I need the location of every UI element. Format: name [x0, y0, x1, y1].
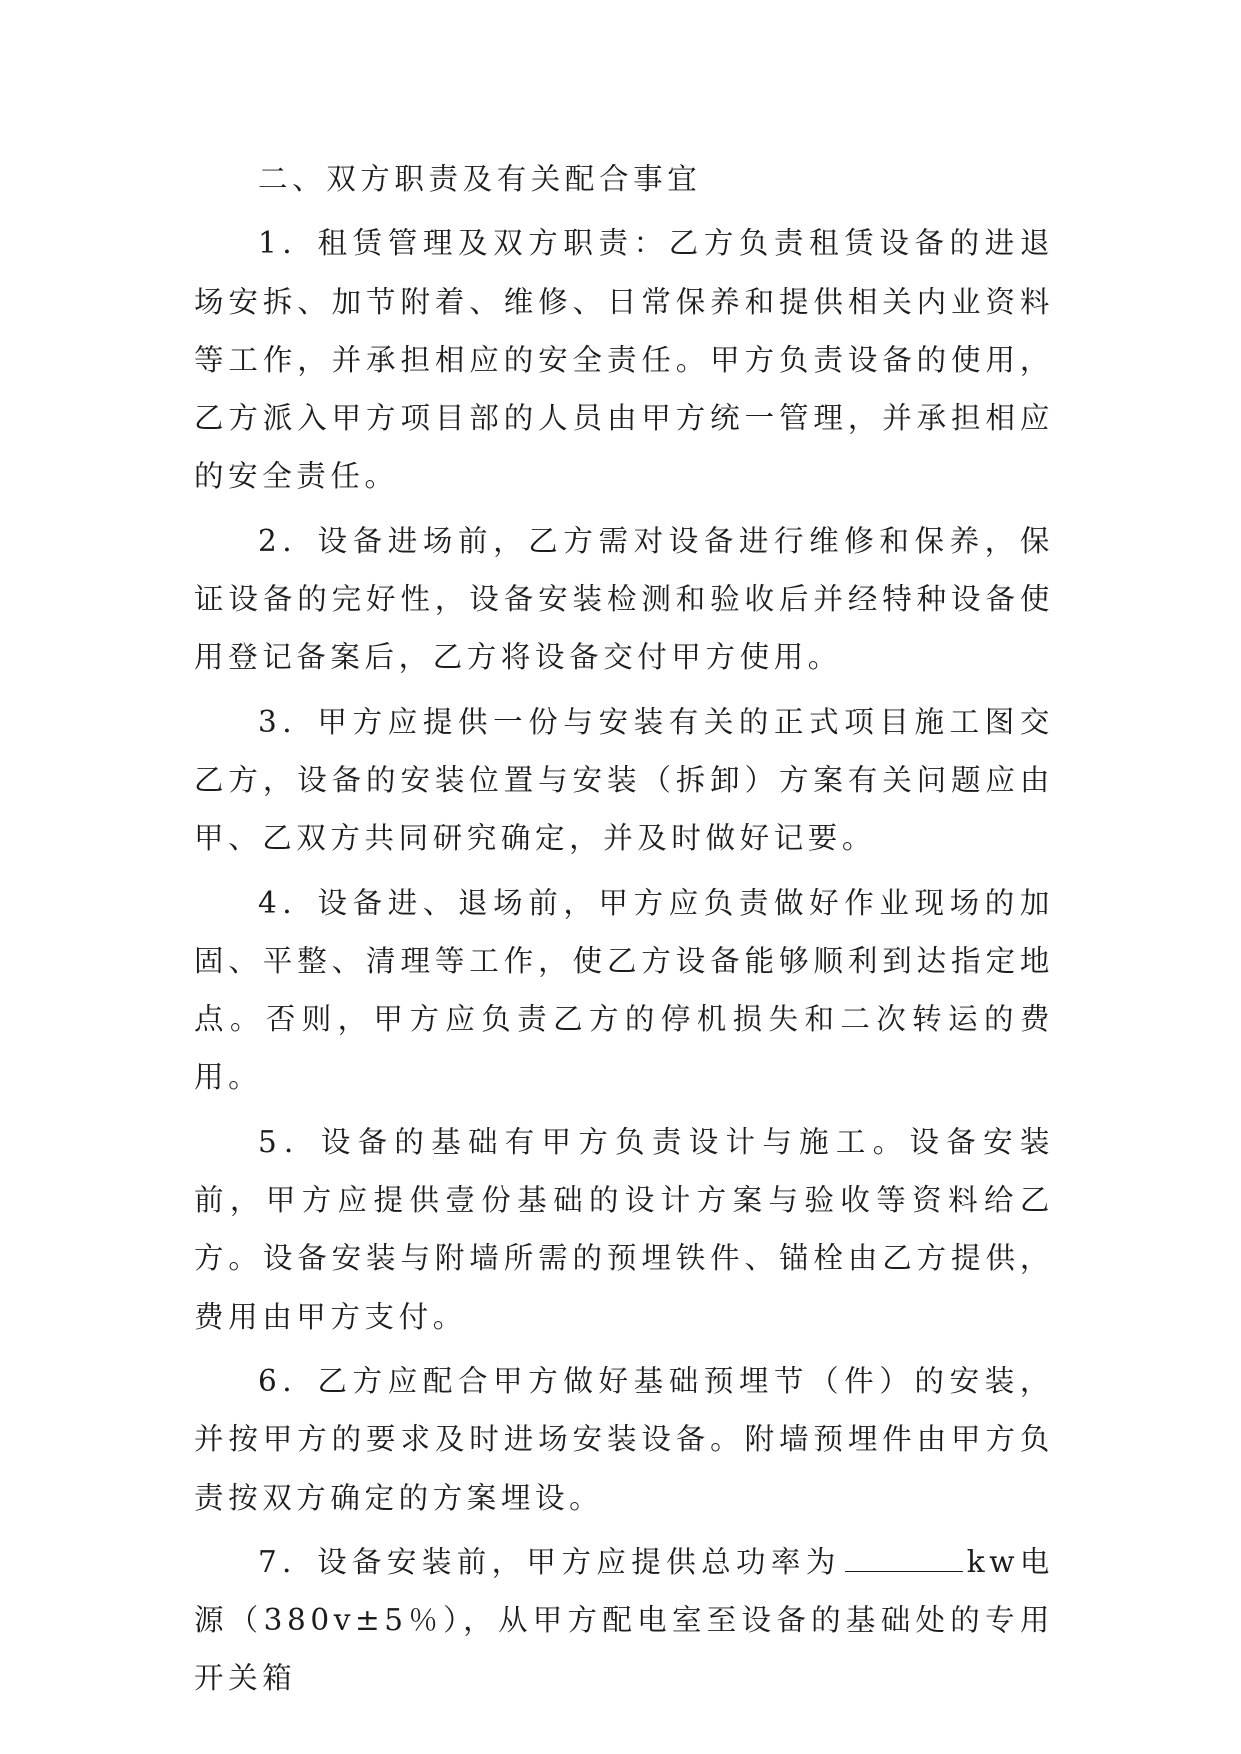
paragraph-2: 2．设备进场前，乙方需对设备进行维修和保养，保证设备的完好性，设备安装检测和验收后并经特种设备使用登记备案后，乙方将设备交付甲方使用。	[194, 523, 1054, 675]
paragraph-6: 6．乙方应配合甲方做好基础预埋节（件）的安装，并按甲方的要求及时进场安装设备。附墙预埋件由甲方负责按双方确定的方案埋设。	[194, 1363, 1054, 1515]
paragraph-5: 5．设备的基础有甲方负责设计与施工。设备安装前，甲方应提供壹份基础的设计方案与验收等资料给乙方。设备安装与附墙所需的预埋铁件、锚栓由乙方提供，费用由甲方支付。	[194, 1124, 1054, 1334]
paragraph-4: 4．设备进、退场前，甲方应负责做好作业现场的加固、平整、清理等工作，使乙方设备能够顺利到达指定地点。否则，甲方应负责乙方的停机损失和二次转运的费用。	[194, 885, 1054, 1095]
paragraph-3: 3．甲方应提供一份与安装有关的正式项目施工图交乙方，设备的安装位置与安装（拆卸）方案有关问题应由甲、乙双方共同研究确定，并及时做好记要。	[194, 704, 1054, 856]
paragraph-7-before-blank: 7．设备安装前，甲方应提供总功率为	[258, 1544, 841, 1579]
fill-in-blank	[845, 1547, 963, 1572]
paragraph-7-after-blank: kw电源（380v±5％），从甲方配电室至设备的基础处的专用开关箱	[194, 1544, 1054, 1696]
document-page	[194, 150, 1054, 1714]
paragraph-7	[194, 1533, 1054, 1708]
section-heading: 二、双方职责及有关配合事宜	[258, 162, 702, 196]
paragraph-1: 1．租赁管理及双方职责：乙方负责租赁设备的进退场安拆、加节附着、维修、日常保养和提供相关内业资料等工作，并承担相应的安全责任。甲方负责设备的使用，乙方派入甲方项目部的人员由甲方统一管理，并承担相应的安全责任。	[194, 226, 1054, 494]
